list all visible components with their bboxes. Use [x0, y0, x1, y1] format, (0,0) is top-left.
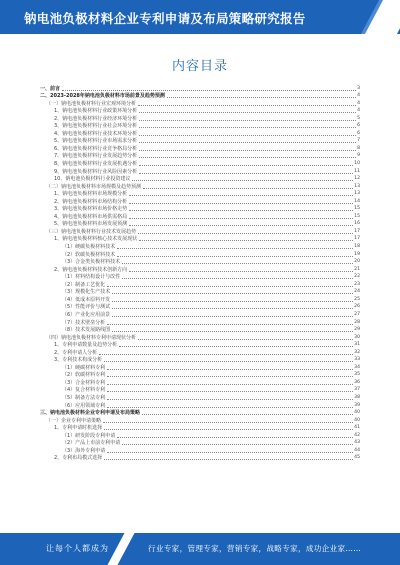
- toc-leader-dots: [112, 331, 353, 332]
- toc-leader-dots: [129, 218, 353, 219]
- toc-leader-dots: [138, 105, 356, 106]
- toc-entry-text: （一）企业专利申请策略: [46, 417, 102, 424]
- toc-page-number: 18: [354, 244, 360, 250]
- toc-page-number: 15: [354, 213, 360, 219]
- toc-leader-dots: [117, 437, 353, 438]
- toc-entry-text: 1、钠电池负极材料行业政策环境分析: [54, 108, 138, 115]
- toc-entry-text: （5）制备方法专利: [62, 394, 106, 401]
- toc-page-number: 44: [354, 447, 360, 453]
- toc-entry[interactable]: [40, 371, 360, 379]
- toc-entry-text: （6）应用领域专利: [62, 402, 106, 409]
- toc-entry-text: 5、钠电池负极材料行业市场需求分析: [54, 138, 138, 145]
- toc-page-number: 6: [357, 123, 360, 129]
- toc-entry-text: 6、钠电池负极材料行业竞争格局分析: [54, 145, 138, 152]
- toc-entry[interactable]: [40, 318, 360, 326]
- toc-page-number: 14: [354, 198, 360, 204]
- toc-page-number: 29: [354, 327, 360, 333]
- toc-entry-text: （1）研发阶段专利申请: [62, 432, 116, 439]
- toc-leader-dots: [107, 452, 353, 453]
- toc-entry-text: （1）硬碳材料专利: [62, 364, 106, 371]
- footer-slogan-right: 行业专家，管理专家，营销专家，战略专家，成功企业家……: [148, 544, 362, 553]
- toc-entry[interactable]: [40, 92, 360, 100]
- toc-page-number: 4: [357, 93, 360, 99]
- toc-entry-text: （4）低成本原料开发: [62, 296, 111, 303]
- toc-page-number: 8: [357, 145, 360, 151]
- toc-leader-dots: [139, 157, 356, 158]
- toc-page-number: 4: [357, 100, 360, 106]
- toc-entry[interactable]: [40, 235, 360, 243]
- toc-leader-dots: [104, 459, 353, 460]
- toc-entry-text: 10、钠电池负极材料行业投资建议: [54, 176, 131, 183]
- toc-entry-text: 5、钠电池负极材料市场发展预测: [54, 221, 128, 228]
- toc-entry[interactable]: [40, 137, 360, 145]
- toc-leader-dots: [122, 263, 353, 264]
- toc-entry-text: 1、钠电池负极材料核心技术发展现状: [54, 236, 138, 243]
- toc-entry-text: 2、专利申请人分析: [54, 349, 98, 356]
- toc-page-number: 33: [354, 357, 360, 363]
- toc-leader-dots: [139, 173, 353, 174]
- toc-page-number: 7: [357, 138, 360, 144]
- toc-entry[interactable]: [40, 258, 360, 266]
- toc-leader-dots: [117, 248, 353, 249]
- toc-entry[interactable]: [40, 152, 360, 160]
- toc-entry[interactable]: [40, 310, 360, 318]
- toc-entry-text: （二）钠电池负极材料市场规模及趋势预测: [46, 183, 142, 190]
- toc-leader-dots: [107, 324, 353, 325]
- toc-entry-text: （四）钠电池负极材料专利申请现状分析: [46, 334, 137, 341]
- toc-leader-dots: [107, 384, 353, 385]
- toc-leader-dots: [117, 256, 353, 257]
- toc-entry[interactable]: [40, 242, 360, 250]
- toc-entry[interactable]: [40, 84, 360, 92]
- toc-entry[interactable]: [40, 227, 360, 235]
- toc-leader-dots: [139, 142, 356, 143]
- table-of-contents: [40, 84, 360, 461]
- footer-divider-wedge: [107, 533, 134, 565]
- toc-entry-text: （3）海外专利申请: [62, 447, 106, 454]
- toc-page-number: 38: [354, 394, 360, 400]
- report-title: 钠电池负极材料企业专利申请及布局策略研究报告: [24, 11, 306, 26]
- toc-leader-dots: [107, 391, 353, 392]
- toc-page-number: 13: [354, 191, 360, 197]
- toc-leader-dots: [107, 407, 353, 408]
- toc-leader-dots: [119, 346, 353, 347]
- toc-entry-text: 8、钠电池负极材料行业发展机遇分析: [54, 161, 138, 168]
- toc-entry[interactable]: [40, 212, 360, 220]
- toc-leader-dots: [129, 195, 353, 196]
- toc-page-number: 10: [354, 161, 360, 167]
- toc-entry[interactable]: [40, 175, 360, 183]
- toc-entry[interactable]: [40, 190, 360, 198]
- toc-leader-dots: [107, 286, 353, 287]
- toc-entry-text: （2）软碳材料专利: [62, 372, 106, 379]
- toc-entry[interactable]: [40, 341, 360, 349]
- toc-entry-text: 2、钠电池负极材料行业经济环境分析: [54, 115, 138, 122]
- toc-page-number: 24: [354, 289, 360, 295]
- toc-entry-text: （3）合金类负极材料技术: [62, 259, 121, 266]
- toc-leader-dots: [112, 301, 353, 302]
- toc-entry-text: （3）规模化生产技术: [62, 289, 111, 296]
- toc-entry[interactable]: [40, 159, 360, 167]
- toc-entry[interactable]: [40, 265, 360, 273]
- toc-leader-dots: [107, 399, 353, 400]
- toc-page-number: 6: [357, 130, 360, 136]
- toc-entry[interactable]: [40, 280, 360, 288]
- toc-page-number: 34: [354, 364, 360, 370]
- toc-page-number: 35: [354, 372, 360, 378]
- toc-entry[interactable]: [40, 144, 360, 152]
- toc-entry-text: （2）软碳负极材料技术: [62, 251, 116, 258]
- toc-entry-text: （8）技术发展路线图: [62, 327, 111, 334]
- bottom-banner: [0, 533, 400, 565]
- toc-page-number: 22: [354, 274, 360, 280]
- toc-entry-text: （一）钠电池负极材料行业宏观环境分析: [46, 100, 137, 107]
- toc-leader-dots: [139, 127, 356, 128]
- toc-entry[interactable]: [40, 114, 360, 122]
- toc-entry-text: （1）材料结构设计与改性: [62, 274, 121, 281]
- toc-entry-text: 4、钠电池负极材料市场供需格局: [54, 213, 128, 220]
- toc-entry-text: 3、钠电池负极材料行业社会环境分析: [54, 123, 138, 130]
- toc-page-number: 11: [354, 168, 360, 174]
- toc-entry[interactable]: [40, 288, 360, 296]
- toc-page-number: 15: [354, 206, 360, 212]
- toc-leader-dots: [112, 293, 353, 294]
- toc-page-number: 9: [357, 153, 360, 159]
- toc-leader-dots: [167, 97, 356, 98]
- toc-entry[interactable]: [40, 303, 360, 311]
- toc-page-number: 37: [354, 387, 360, 393]
- toc-leader-dots: [139, 120, 356, 121]
- toc-entry-text: （4）复合材料专利: [62, 387, 106, 394]
- toc-page-number: 16: [354, 221, 360, 227]
- toc-page-number: 42: [354, 432, 360, 438]
- toc-leader-dots: [139, 240, 353, 241]
- toc-page-number: 12: [354, 176, 360, 182]
- toc-leader-dots: [107, 369, 353, 370]
- toc-entry[interactable]: [40, 122, 360, 130]
- toc-entry-text: 1、专利申请数量及趋势分析: [54, 342, 118, 349]
- toc-leader-dots: [132, 180, 353, 181]
- toc-page-number: 20: [354, 259, 360, 265]
- toc-entry-text: 7、钠电池负极材料行业发展趋势分析: [54, 153, 138, 160]
- toc-entry-text: 2、钠电池负极材料市场结构分析: [54, 198, 128, 205]
- toc-entry-text: （6）产业化应用前景: [62, 311, 111, 318]
- toc-entry-text: 一、前言: [40, 85, 61, 92]
- toc-entry[interactable]: [40, 205, 360, 213]
- toc-entry-text: （7）技术壁垒分析: [62, 319, 106, 326]
- toc-entry[interactable]: [40, 273, 360, 281]
- toc-leader-dots: [143, 188, 353, 189]
- toc-page-number: 39: [354, 402, 360, 408]
- toc-entry-text: （1）硬碳负极材料技术: [62, 244, 116, 251]
- toc-entry[interactable]: [40, 446, 360, 454]
- toc-page-number: 45: [354, 455, 360, 461]
- toc-entry-text: 3、专利技术构成分析: [54, 357, 103, 364]
- toc-leader-dots: [112, 308, 353, 309]
- toc-page-number: 17: [354, 236, 360, 242]
- toc-leader-dots: [129, 225, 353, 226]
- toc-entry[interactable]: [40, 129, 360, 137]
- toc-page-number: 43: [354, 440, 360, 446]
- toc-leader-dots: [139, 150, 356, 151]
- toc-entry[interactable]: [40, 167, 360, 175]
- toc-entry[interactable]: [40, 378, 360, 386]
- toc-leader-dots: [62, 90, 356, 91]
- toc-entry-text: （2）制备工艺优化: [62, 281, 106, 288]
- toc-page-number: 41: [354, 425, 360, 431]
- toc-entry[interactable]: [40, 182, 360, 190]
- toc-entry[interactable]: [40, 431, 360, 439]
- toc-leader-dots: [139, 135, 356, 136]
- toc-entry[interactable]: [40, 386, 360, 394]
- toc-entry[interactable]: [40, 250, 360, 258]
- toc-page-number: 40: [354, 410, 360, 416]
- toc-entry[interactable]: [40, 326, 360, 334]
- toc-entry-text: 1、钠电池负极材料市场规模分析: [54, 191, 128, 198]
- toc-leader-dots: [139, 112, 356, 113]
- toc-entry-text: 4、钠电池负极材料行业技术环境分析: [54, 130, 138, 137]
- toc-entry[interactable]: [40, 99, 360, 107]
- toc-entry-text: 3、钠电池负极材料市场价格走势: [54, 206, 128, 213]
- toc-leader-dots: [112, 316, 353, 317]
- toc-entry-text: 二、2023-2028年钠电池负极材料市场前景及趋势预测: [40, 93, 165, 100]
- toc-entry-text: 2、钠电池负极材料技术创新方向: [54, 266, 128, 273]
- toc-leader-dots: [139, 165, 353, 166]
- toc-page-number: 36: [354, 379, 360, 385]
- toc-entry[interactable]: [40, 416, 360, 424]
- toc-entry[interactable]: [40, 393, 360, 401]
- toc-leader-dots: [107, 376, 353, 377]
- toc-heading: 内容目录: [171, 59, 228, 74]
- toc-page-number: 28: [354, 319, 360, 325]
- toc-leader-dots: [129, 271, 353, 272]
- toc-entry[interactable]: [40, 439, 360, 447]
- toc-page-number: 27: [354, 311, 360, 317]
- toc-entry[interactable]: [40, 197, 360, 205]
- toc-leader-dots: [138, 233, 353, 234]
- toc-entry[interactable]: [40, 356, 360, 364]
- toc-page-number: 5: [357, 115, 360, 121]
- toc-leader-dots: [129, 203, 353, 204]
- toc-entry[interactable]: [40, 409, 360, 417]
- top-banner: [0, 0, 400, 34]
- footer-slogan-left: 让每个人都成为: [46, 544, 109, 553]
- toc-entry[interactable]: [40, 348, 360, 356]
- toc-page-number: 31: [354, 342, 360, 348]
- toc-entry-text: （3）合金材料专利: [62, 379, 106, 386]
- toc-entry-text: （三）钠电池负极材料行业技术发展趋势: [46, 228, 137, 235]
- toc-page-number: 23: [354, 281, 360, 287]
- toc-entry[interactable]: [40, 401, 360, 409]
- toc-page-number: 40: [354, 417, 360, 423]
- toc-leader-dots: [129, 210, 353, 211]
- toc-leader-dots: [104, 361, 353, 362]
- toc-leader-dots: [142, 414, 353, 415]
- toc-page-number: 4: [357, 108, 360, 114]
- toc-entry[interactable]: [40, 295, 360, 303]
- toc-leader-dots: [122, 278, 353, 279]
- toc-page-number: 32: [354, 349, 360, 355]
- toc-page-number: 30: [354, 334, 360, 340]
- toc-page-number: 17: [354, 228, 360, 234]
- toc-entry[interactable]: [40, 363, 360, 371]
- toc-page-number: 26: [354, 304, 360, 310]
- toc-entry-text: 三、钠电池负极材料企业专利申请及布局策略: [40, 410, 141, 417]
- toc-entry-text: 2、专利布局模式选择: [54, 455, 103, 462]
- toc-page-number: 13: [354, 183, 360, 189]
- toc-entry-text: 1、专利申请时机选择: [54, 425, 103, 432]
- toc-entry[interactable]: [40, 454, 360, 462]
- toc-leader-dots: [99, 354, 353, 355]
- toc-page-number: 3: [357, 85, 360, 91]
- toc-leader-dots: [104, 429, 353, 430]
- toc-page-number: 19: [354, 251, 360, 257]
- toc-leader-dots: [103, 422, 353, 423]
- toc-leader-dots: [122, 444, 353, 445]
- toc-entry[interactable]: [40, 107, 360, 115]
- toc-leader-dots: [138, 339, 353, 340]
- toc-entry[interactable]: [40, 333, 360, 341]
- toc-entry-text: 9、钠电池负极材料行业风险因素分析: [54, 168, 138, 175]
- toc-page-number: 25: [354, 296, 360, 302]
- toc-entry[interactable]: [40, 424, 360, 432]
- toc-entry-text: （5）性能评价与测试: [62, 304, 111, 311]
- toc-entry[interactable]: [40, 220, 360, 228]
- toc-entry-text: （2）产品上市前专利申请: [62, 440, 121, 447]
- toc-page-number: 21: [354, 266, 360, 272]
